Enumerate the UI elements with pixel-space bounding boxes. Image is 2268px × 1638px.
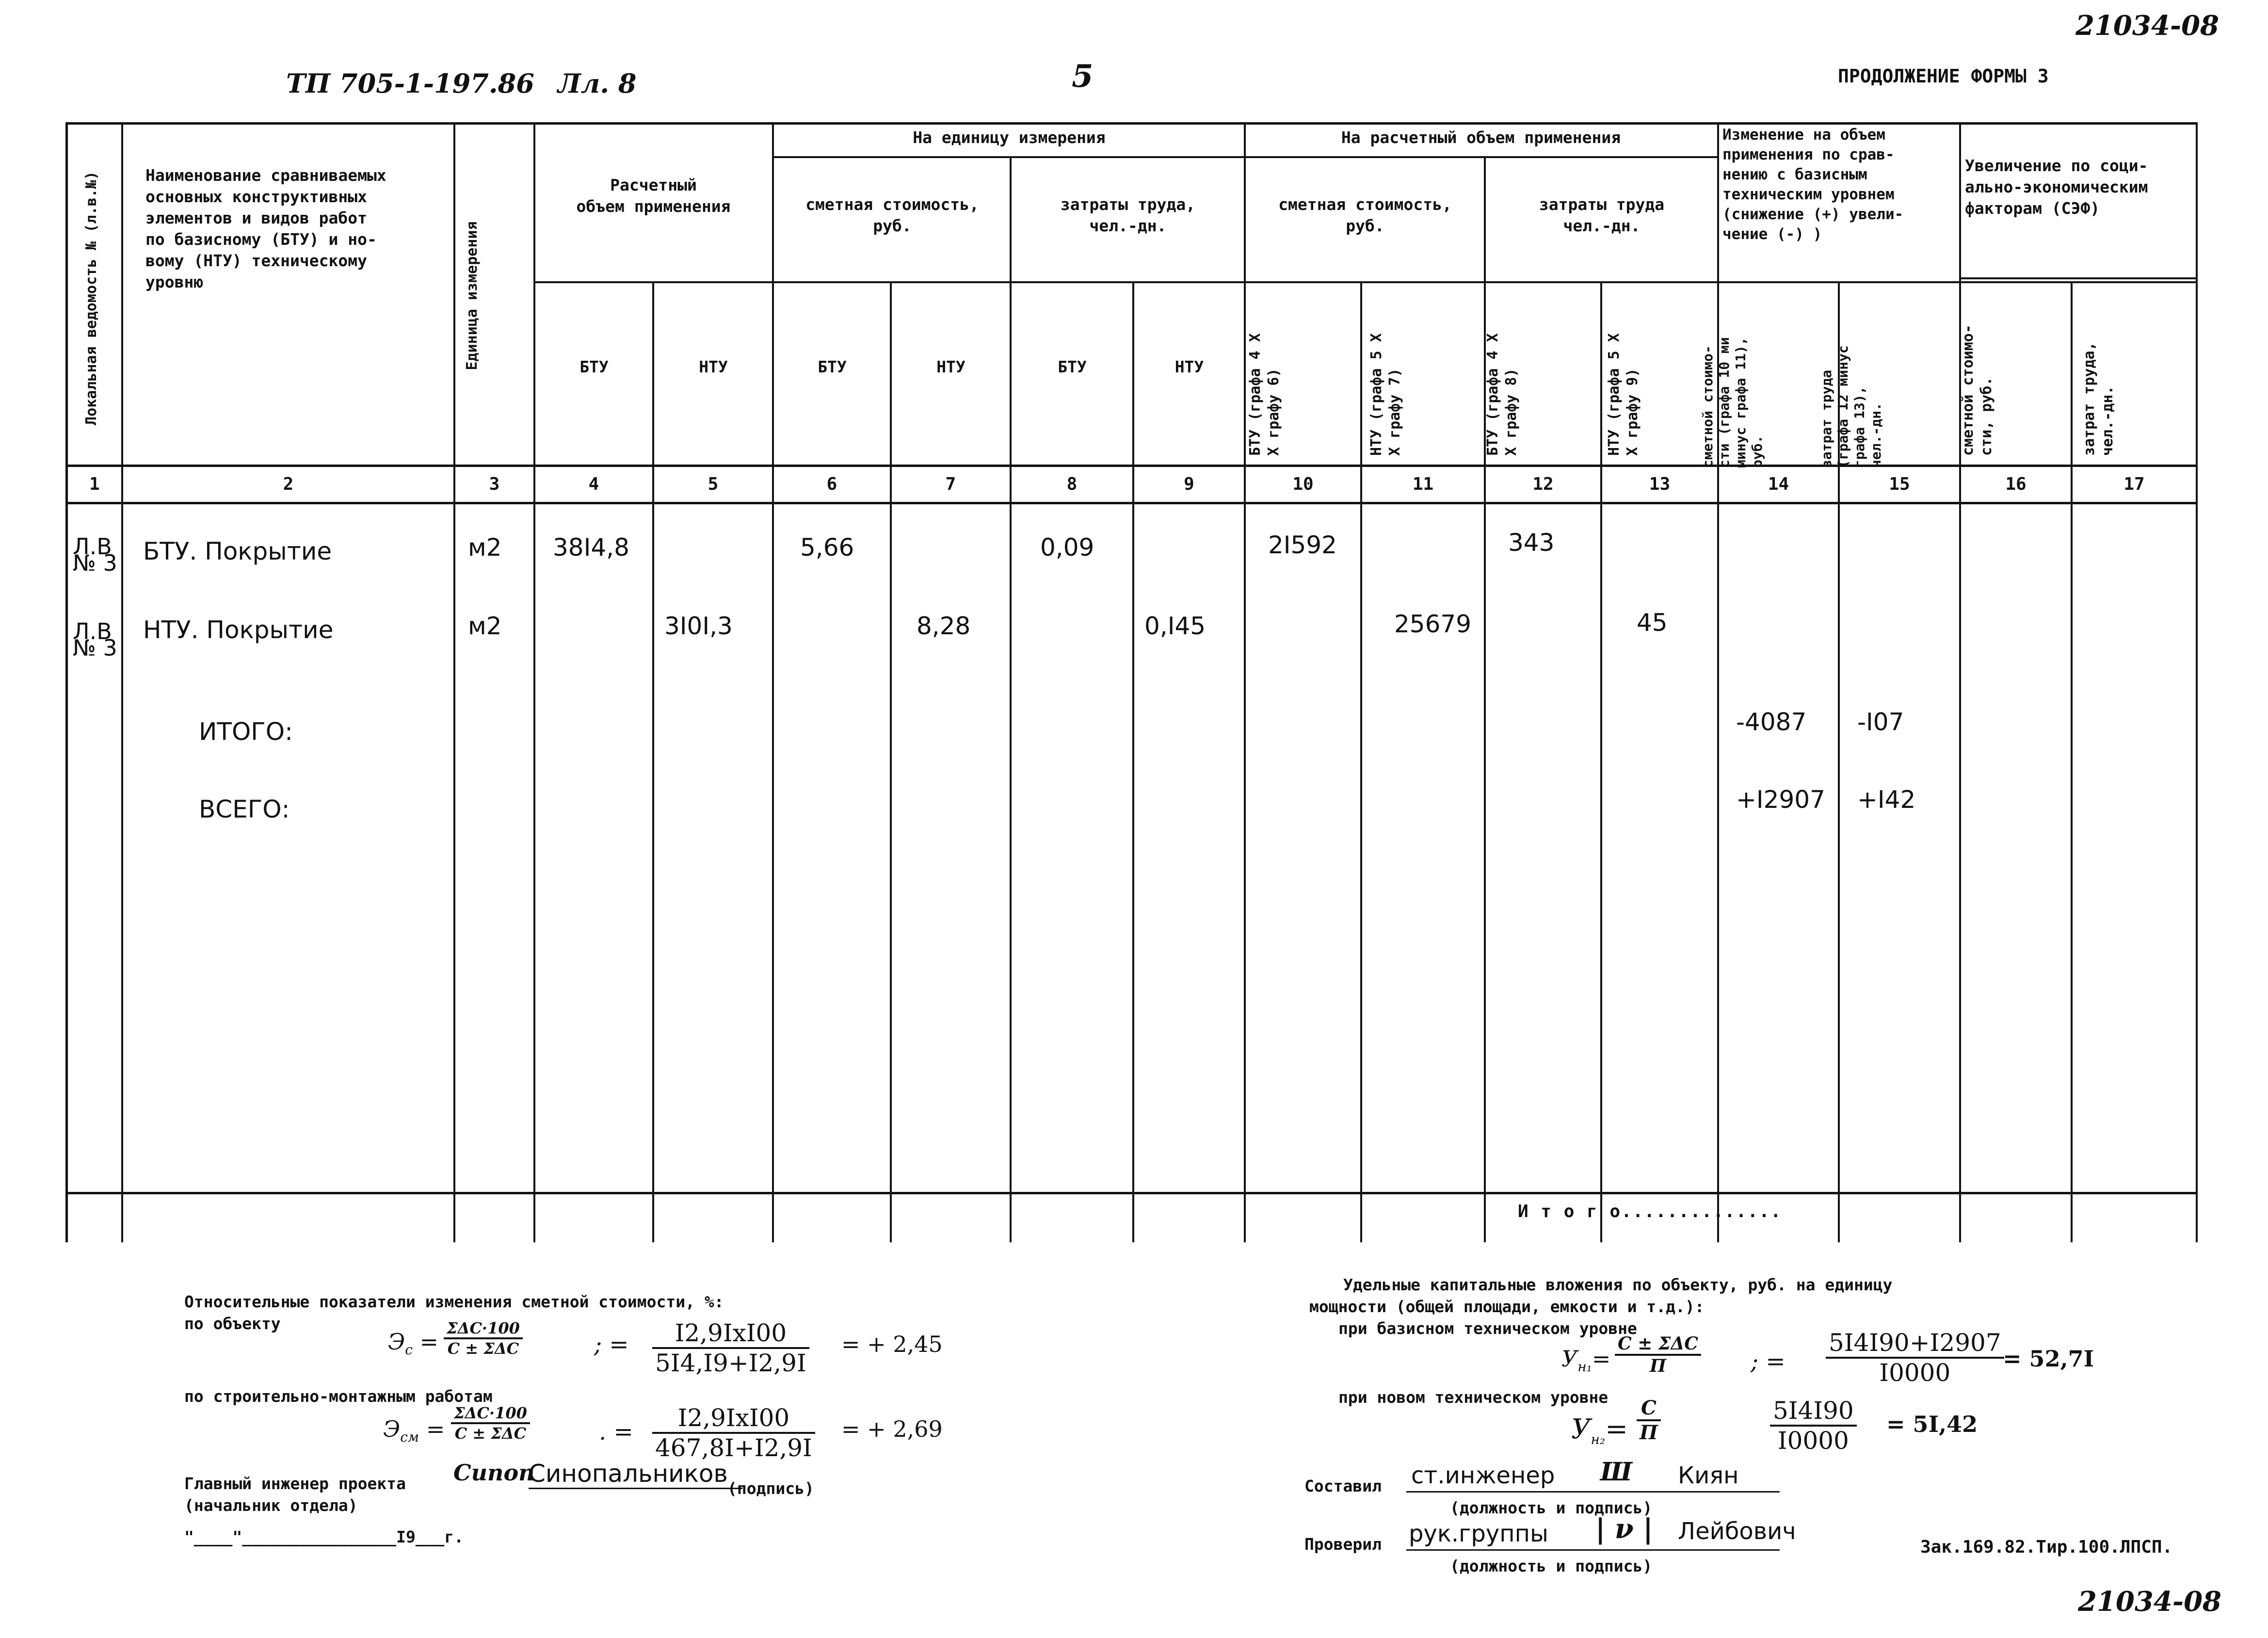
header-cost-per-unit: сметная стоимость, руб. (805, 195, 979, 235)
header-c7-ntu: НТУ (936, 357, 965, 376)
column-number: 6 (826, 474, 837, 494)
column-number: 9 (1184, 474, 1194, 494)
corner-number-bottom: 21034-08 (2078, 1586, 2221, 1618)
formula-ecm: $Э_{см}$ = (383, 1416, 445, 1445)
date-line: "____"________________I9___г. (184, 1527, 464, 1546)
column-number: 2 (283, 474, 294, 494)
base-level-label: при базисном техническом уровне (1338, 1319, 1637, 1338)
checked-label: Проверил (1304, 1535, 1382, 1554)
chief-signature: Сипоп (453, 1460, 535, 1486)
header-increase-group: Увеличение по соци- ально-экономическим факторам (СЭФ) (1965, 156, 2148, 218)
row-c13: 45 (1637, 609, 1668, 637)
formula-unew-symbolic: С П (1637, 1397, 1661, 1444)
formula-ubase-values: $\frac{5I4I90+I2907}{I0000}$ (1826, 1329, 2004, 1387)
header-c5-ntu: НТУ (699, 357, 728, 376)
row-name: НТУ. Покрытие (143, 616, 334, 644)
header-c17: затрат труда, чел.-дн. (2081, 342, 2116, 456)
header-c11: НТУ (графа 5 Х Х графу 7) (1368, 333, 1403, 456)
header-c9-ntu: НТУ (1174, 357, 1204, 376)
checked-signature: | ν | (1595, 1513, 1653, 1545)
project-code: ТП 705-1-197.86 (286, 68, 534, 99)
row-lv: Л.В № 3 (73, 533, 117, 576)
row-c7: 8,28 (917, 612, 971, 640)
row-unit: м2 (468, 612, 502, 640)
header-c13: НТУ (графа 5 Х Х графу 9) (1606, 333, 1641, 456)
row-c5: 3I0I,3 (664, 612, 733, 640)
column-number: 12 (1532, 474, 1554, 494)
column-number: 1 (89, 474, 100, 494)
row-lv: Л.В № 3 (73, 618, 117, 661)
row-c8: 0,09 (1040, 533, 1094, 562)
chief-engineer-label: Главный инженер проекта (184, 1474, 406, 1493)
column-number: 8 (1066, 474, 1078, 494)
header-c8-btu: БТУ (1058, 357, 1087, 376)
department-head-label: (начальник отдела) (184, 1496, 358, 1515)
header-per-unit: На единицу измерения (913, 128, 1106, 147)
checked-position: рук.группы (1409, 1520, 1548, 1547)
formula-ubase: $У_{н_1}=$ (1561, 1346, 1611, 1375)
indicators-by-cm: по строительно-монтажным работам (184, 1387, 493, 1406)
column-number: 3 (489, 474, 500, 494)
column-number: 17 (2123, 474, 2145, 494)
print-info: Зак.169.82.Тир.100.ЛПСП. (1920, 1537, 2173, 1557)
header-per-calc-volume: На расчетный объем применения (1341, 128, 1621, 147)
row-c4: 38I4,8 (553, 533, 629, 562)
column-number: 5 (708, 474, 719, 494)
indicators-by-object: по объекту (184, 1314, 281, 1333)
checked-position-signature-label: (должность и подпись) (1450, 1557, 1653, 1575)
column-number: 7 (945, 474, 956, 494)
column-number: 4 (588, 474, 599, 494)
new-level-label: при новом техническом уровне (1338, 1388, 1609, 1407)
chief-signature-label: (подпись) (727, 1479, 814, 1498)
formula-unew-values: $\frac{5I4I90}{I0000}$ (1770, 1397, 1857, 1455)
formula-ecm-values: I2,9IxI00 467,8I+I2,9I (652, 1404, 815, 1462)
chief-name: Синопальников (529, 1460, 742, 1489)
investments-title-2: мощности (общей площади, емкости и т.д.): (1309, 1297, 1705, 1316)
itogo-c15: -I07 (1857, 708, 1904, 736)
row-c12: 343 (1508, 529, 1555, 557)
header-unit: Единица измерения (464, 221, 481, 370)
header-c10: БТУ (графа 4 Х Х графу 6) (1247, 333, 1282, 456)
header-c12: БТУ (графа 4 Х Х графу 8) (1484, 333, 1520, 456)
formula-separator: . = (599, 1418, 633, 1445)
formula-unew: $У_{н_2}=$ (1571, 1413, 1628, 1448)
row-c9: 0,I45 (1144, 612, 1206, 640)
compiled-name: Киян (1678, 1462, 1739, 1489)
vsego-c14: +I2907 (1736, 786, 1825, 814)
header-cost-per-calc: сметная стоимость, руб. (1278, 195, 1452, 235)
table-footer-itogo: И т о г о.............. (1518, 1202, 1782, 1221)
formula-ec-symbolic: ΣΔС·100 С ± ΣΔС (444, 1319, 523, 1358)
header-c4-btu: БТУ (579, 357, 609, 376)
vsego-label: ВСЕГО: (199, 795, 290, 823)
column-number: 13 (1649, 474, 1671, 494)
formula-unew-result: = 5I,42 (1886, 1411, 1978, 1437)
header-c16: сметной стоимо- сти, руб. (1960, 324, 1995, 456)
formula-separator: ; = (1751, 1348, 1785, 1375)
row-name: БТУ. Покрытие (143, 537, 332, 565)
vsego-c15: +I42 (1857, 786, 1916, 814)
indicators-title: Относительные показатели изменения сметной стоимости, %: (184, 1292, 724, 1311)
investments-title: Удельные капитальные вложения по объекту, руб. на единицу (1343, 1275, 1893, 1294)
row-c11: 25679 (1394, 610, 1472, 638)
header-c6-btu: БТУ (818, 357, 847, 376)
form-title: ПРОДОЛЖЕНИЕ ФОРМЫ 3 (1838, 65, 2049, 87)
column-number: 16 (2005, 474, 2027, 494)
column-number: 10 (1292, 474, 1314, 494)
itogo-c14: -4087 (1736, 708, 1807, 736)
column-number: 11 (1412, 474, 1434, 494)
header-local-statement: Локальная ведомость № (л.в.№) (83, 171, 100, 425)
header-c14: сметной стоимо- сти (графа 10 ми минус графа 11), руб. (1700, 337, 1765, 468)
itogo-label: ИТОГО: (199, 718, 293, 746)
formula-ecm-symbolic: ΣΔС·100 С ± ΣΔС (451, 1404, 530, 1443)
header-labor-per-unit: затраты труда, чел.-дн. (1060, 195, 1196, 235)
header-calc-volume: Расчетный объем применения (576, 176, 731, 216)
column-number: 15 (1889, 474, 1910, 494)
checked-name: Лейбович (1678, 1518, 1796, 1545)
row-c10: 2I592 (1268, 531, 1337, 559)
header-labor-per-calc: затраты труда чел.-дн. (1539, 195, 1665, 235)
compiled-signature: Ш (1600, 1457, 1632, 1487)
formula-ec: $Э_с$ = (388, 1329, 439, 1358)
formula-ubase-symbolic: С ± ΣΔС П (1615, 1333, 1701, 1376)
corner-number-top: 21034-08 (2075, 10, 2219, 42)
header-element-name: Наименование сравниваемых основных конструктивных элементов и видов работ по базисному (БТУ) и но- вому (НТУ) техническому уровню (145, 166, 386, 291)
column-number: 14 (1768, 474, 1789, 494)
formula-separator: ; = (594, 1331, 629, 1358)
header-c15: затрат труда (графа 12 минус графа 13), чел.-дн. (1818, 345, 1884, 468)
formula-ec-result: = + 2,45 (841, 1331, 943, 1357)
compiled-label: Составил (1304, 1477, 1382, 1495)
formula-ubase-result: = 52,7I (2003, 1346, 2094, 1372)
formula-ec-values: I2,9IxI00 5I4,I9+I2,9I (652, 1319, 809, 1377)
row-c6: 5,66 (800, 533, 854, 562)
page-number: 5 (1072, 58, 1094, 95)
row-unit: м2 (468, 533, 502, 562)
compiled-position: ст.инженер (1411, 1462, 1555, 1489)
header-change-group: Изменение на объем применения по срав- нению с базисным техническим уровнем (снижение (+) увели- чение (-) ) (1722, 126, 1904, 243)
sheet-number: Лл. 8 (558, 68, 637, 99)
formula-ecm-result: = + 2,69 (841, 1416, 943, 1442)
compiled-position-signature-label: (должность и подпись) (1450, 1498, 1653, 1517)
